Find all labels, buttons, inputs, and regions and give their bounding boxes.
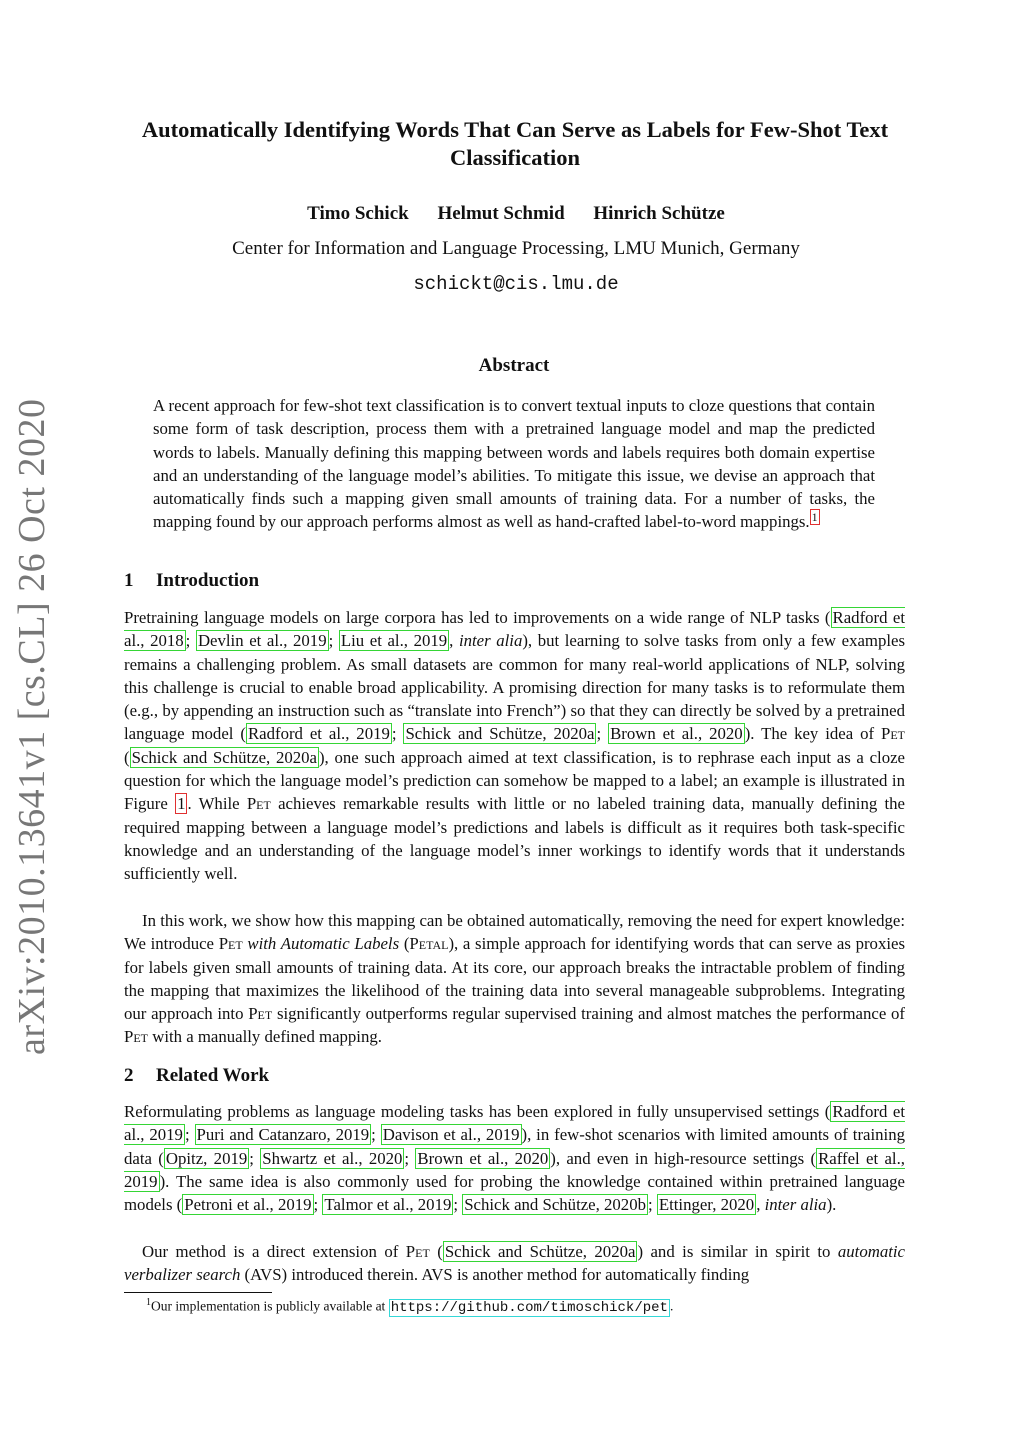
text-run: ). The key idea of [744, 724, 882, 744]
citation-link[interactable]: Schick and Schütze, 2020a [444, 1242, 636, 1261]
footnote-text: Our implementation is publicly available at [151, 1298, 389, 1314]
citation-link[interactable]: Schick and Schütze, 2020a [131, 747, 317, 767]
citation-link[interactable]: Devlin et al., 2019 [197, 631, 327, 651]
text-run: Pretraining language models on large corpora has led to improvements on a wide range of NLP tasks ( [124, 608, 831, 627]
abstract-heading: Abstract [478, 355, 550, 376]
text-run: ( [429, 1242, 443, 1261]
author-list [0, 203, 1024, 225]
text-run: (AVS) introduced therein. AVS is another method for automatically finding [240, 1265, 750, 1285]
section-number: 2 [124, 1065, 134, 1086]
citation-link[interactable]: Puri and Catanzaro, 2019 [196, 1125, 370, 1145]
method-name: Petal [409, 934, 449, 954]
author-name: Hinrich Schütze [593, 203, 725, 224]
intro-paragraph-2 [124, 909, 905, 1049]
author-name: Timo Schick [307, 203, 409, 224]
text-run: ), but learning to solve tasks from only a few examples remains a challenging problem. As small datasets are common for many real-world applications of NLP, solving this challenge is crucial to enable broad applicability. A promising direction for many tasks is to reformulate them (e.g., by appending an instruction such as “translate into French”) so that they can directly be solved by a pretrained language model ( [124, 631, 906, 744]
author-email[interactable]: schickt@cis.lmu.de [413, 273, 619, 295]
text-run: . While [187, 794, 247, 814]
abstract-body: A recent approach for few-shot text classification is to convert textual inputs to cloze questions that contain some form of task description, process them with a pretrained language model and map the predicted words to labels. Manually defining this mapping between words and labels requires both domain expertise and an understanding of the language model’s abilities. To mitigate this issue, we devise an approach that automatically finds such a mapping given small amounts of training data. For a number of tasks, the mapping found by our approach performs almost as well as hand-crafted label-to-word mappings. [153, 396, 875, 532]
citation-link[interactable]: Ettinger, 2020 [658, 1195, 755, 1215]
citation-link[interactable]: Raffel et al., 2019 [124, 1148, 905, 1191]
citation-link[interactable]: Brown et al., 2020 [417, 1148, 549, 1168]
citation-link[interactable]: Talmor et al., 2019 [324, 1195, 452, 1215]
citation-link[interactable]: Radford et al., 2018 [124, 608, 906, 651]
method-name: Pet [405, 1242, 430, 1261]
text-run: ; [185, 631, 196, 651]
emphasis: inter alia [458, 631, 523, 651]
citation-link[interactable]: Petroni et al., 2019 [184, 1195, 312, 1215]
abstract-text [153, 394, 875, 534]
text-run: ; [249, 1148, 261, 1168]
method-name: Pet [218, 934, 243, 954]
text-run: Our method is a direct extension of [142, 1242, 406, 1261]
intro-paragraph-1 [124, 606, 905, 886]
text-run: significantly outperforms regular supervised training and almost matches the performance of [272, 1004, 905, 1024]
text-run: ), and even in high-resource settings ( [550, 1148, 817, 1168]
text-run: ) and is similar in spirit to [637, 1242, 838, 1261]
citation-link[interactable]: Brown et al., 2020 [610, 724, 743, 744]
section-number: 1 [124, 570, 134, 591]
section-heading-introduction [124, 570, 259, 592]
text-run: ). The same idea is also commonly used for probing the knowledge contained within pretrained language models ( [124, 1171, 905, 1215]
section-heading-related-work [124, 1065, 269, 1087]
section-title: Introduction [156, 570, 260, 591]
text-run: achieves remarkable results with little or no labeled training data, manually defining the required mapping between a language model’s predictions and labels is difficult as it requires both task-specific knowledge and an understanding of the language model’s inner workings to identify words that it understands sufficiently well. [124, 794, 905, 884]
text-run: Reformulating problems as language modeling tasks has been explored in fully unsupervised settings ( [124, 1102, 831, 1121]
affiliation: Center for Information and Language Processing, LMU Munich, Germany [232, 238, 800, 259]
text-run: , [449, 631, 459, 651]
text-run: , [756, 1195, 765, 1215]
footnote-marker: 1 [146, 1297, 151, 1308]
method-name: Pet [124, 1027, 148, 1047]
method-name: Pet [881, 724, 906, 744]
text-run: In this work, we show how this mapping can be obtained automatically, removing the need for expert knowledge: We introduce [124, 911, 905, 954]
citation-link[interactable]: Radford et al., 2019 [124, 1102, 906, 1145]
paper-title: Automatically Identifying Words That Can Serve as Labels for Few-Shot Text Classification [141, 117, 889, 170]
citation-link[interactable]: Schick and Schütze, 2020b [464, 1195, 646, 1215]
emphasis: inter alia [764, 1195, 827, 1215]
author-name: Helmut Schmid [437, 203, 565, 224]
emphasis: automatic verbalizer search [124, 1242, 905, 1285]
text-run: ), a simple approach for identifying words that can serve as proxies for labels given small amounts of training data. At its core, our approach breaks the intractable problem of finding the mapping that maximizes the likelihood of the training data into several manageable subproblems. Integrating our approach into [124, 934, 905, 1024]
emphasis: with Automatic Labels [242, 934, 400, 954]
text-run: ; [404, 1148, 416, 1168]
method-name: Pet [248, 1004, 273, 1024]
citation-link[interactable]: Liu et al., 2019 [340, 631, 448, 651]
text-run: ( [399, 934, 410, 954]
text-run: ; [371, 1125, 381, 1145]
text-run: ), in few-shot scenarios with limited amounts of training data ( [124, 1125, 906, 1168]
related-work-paragraph-1 [124, 1100, 905, 1216]
footnote-divider [124, 1292, 272, 1293]
method-name: Pet [246, 794, 271, 814]
text-run: ), one such approach aimed at text classification, is to rephrase each input as a cloze question for which the language model’s prediction can somehow be mapped to a label; an example is illustrated in Figure [124, 747, 905, 814]
text-run: ). [826, 1195, 837, 1215]
figure-link[interactable]: 1 [177, 794, 186, 814]
arxiv-identifier-stamp: arXiv:2010.13641v1 [cs.CL] 26 Oct 2020 [11, 398, 53, 1055]
text-run: ; [391, 724, 404, 744]
citation-link[interactable]: Opitz, 2019 [165, 1148, 248, 1168]
citation-link[interactable]: Schick and Schütze, 2020a [405, 724, 595, 744]
related-work-paragraph-2 [124, 1240, 905, 1287]
text-run: ; [596, 724, 609, 744]
footnote-link[interactable]: 1 [811, 509, 818, 524]
text-run: ; [453, 1195, 463, 1215]
text-run: ; [328, 631, 339, 651]
text-run: ; [184, 1125, 195, 1145]
repository-url-link[interactable]: https://github.com/timoschick/pet [390, 1299, 668, 1316]
text-run: with a manually defined mapping. [148, 1027, 382, 1047]
text-run: ( [124, 747, 130, 767]
citation-link[interactable]: Davison et al., 2019 [382, 1125, 520, 1145]
text-run: ; [313, 1195, 323, 1215]
citation-link[interactable]: Radford et al., 2019 [247, 724, 390, 744]
citation-link[interactable]: Shwartz et al., 2020 [262, 1148, 403, 1168]
text-run: ; [647, 1195, 657, 1215]
section-title: Related Work [156, 1065, 270, 1086]
footnote-end: . [669, 1298, 674, 1314]
footnote [146, 1297, 673, 1316]
